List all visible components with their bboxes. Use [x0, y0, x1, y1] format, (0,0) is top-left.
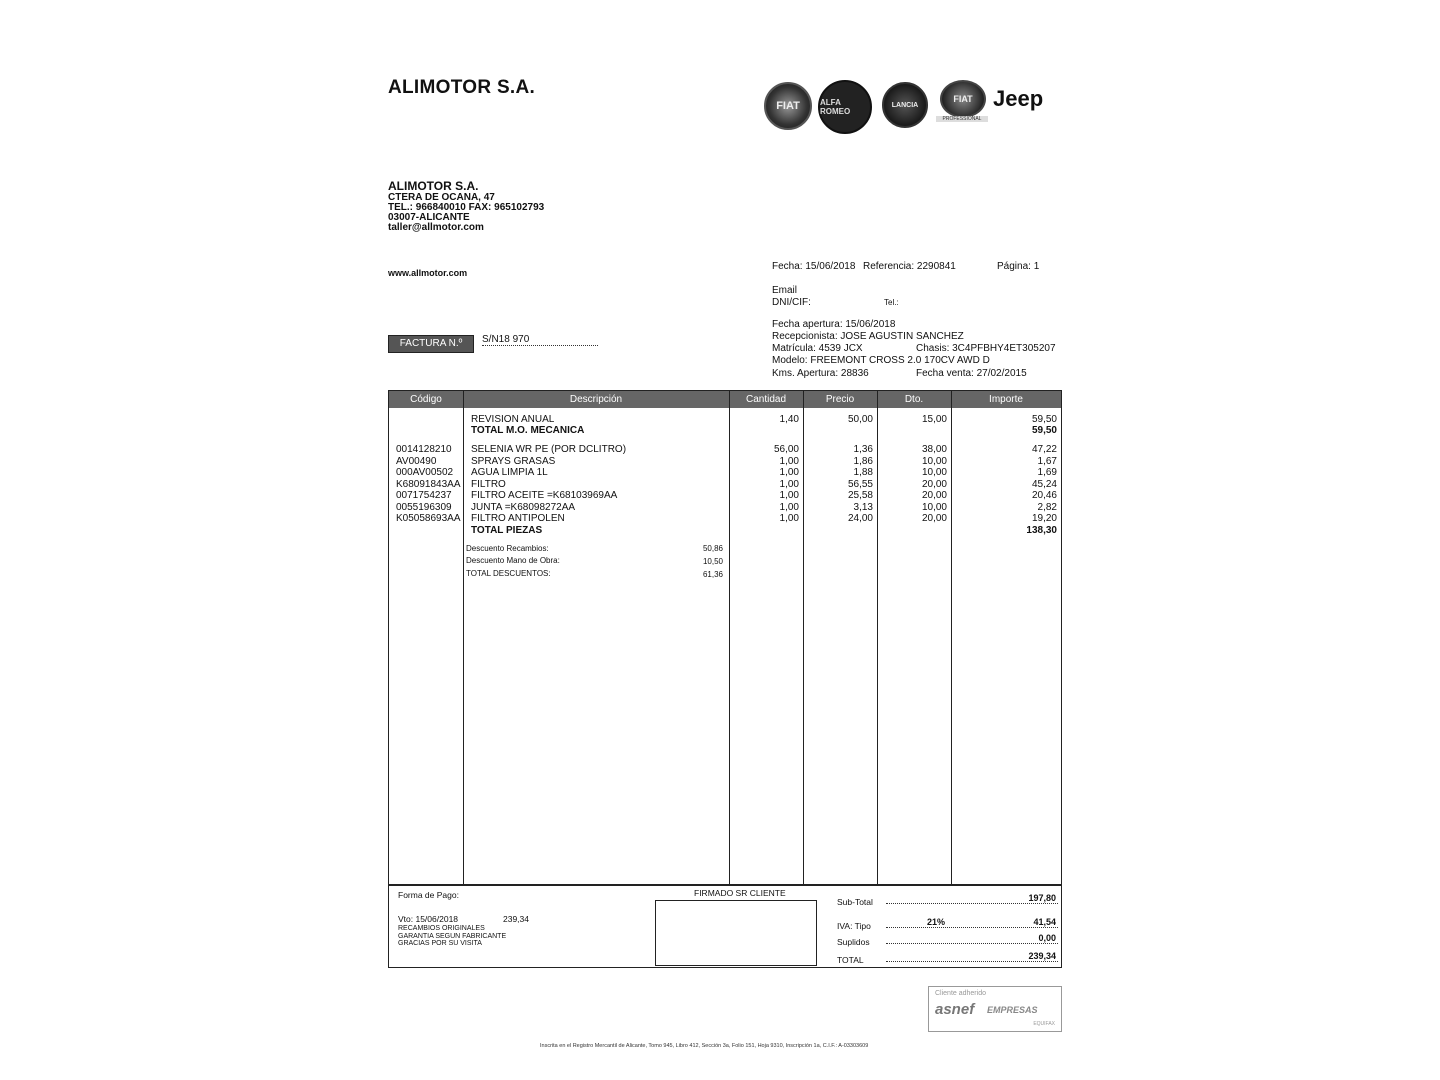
fiat-professional-logo-icon: FIAT: [940, 80, 986, 118]
fiat-professional-label: PROFESSIONAL: [936, 116, 988, 122]
header-importe: Importe: [989, 394, 1023, 405]
part-discount: 20,00: [921, 478, 947, 490]
company-website: www.allmotor.com: [388, 268, 468, 278]
part-discount: 10,00: [921, 501, 947, 513]
part-discount: 38,00: [921, 444, 947, 455]
header-dto: Dto.: [904, 394, 924, 405]
vto-date: Vto: 15/06/2018: [398, 914, 459, 924]
labor-precio: 50,00: [847, 414, 873, 425]
part-price: 24,00: [847, 513, 873, 524]
fecha-apertura: Fecha apertura: 15/06/2018: [772, 319, 896, 330]
part-discount: 10,00: [921, 467, 947, 478]
labor-total-value: 59,50: [1031, 425, 1057, 436]
part-code: K68091843AA: [396, 478, 461, 490]
part-description: AGUA LIMPIA 1L: [471, 467, 548, 478]
iva-rate: 21%: [927, 917, 946, 927]
part-discount: 10,00: [921, 455, 947, 467]
part-price: 56,55: [847, 478, 873, 490]
subtotal-label: Sub-Total: [837, 897, 873, 907]
invoice-footer: [388, 884, 1062, 968]
suplidos-line: [886, 943, 1058, 944]
subtotal-line: [886, 903, 1058, 904]
invoice-items-table: [388, 390, 1062, 886]
invoice-page: Página: 1: [997, 261, 1040, 272]
part-price: 1,86: [853, 455, 873, 467]
asnef-stamp: [928, 986, 1062, 1032]
iva-label: IVA: Tipo: [837, 921, 871, 931]
address-street: CTERA DE OCANA, 47: [388, 192, 495, 203]
part-price: 1,36: [853, 444, 873, 455]
labor-cantidad: 1,40: [779, 414, 799, 425]
discount-labor-value: 10,50: [702, 557, 723, 566]
part-price: 25,58: [847, 490, 873, 501]
part-discount: 20,00: [921, 513, 947, 524]
header-codigo: Código: [410, 394, 442, 405]
company-title: ALIMOTOR S.A.: [388, 77, 536, 98]
asnef-logo-icon: asnef: [935, 1001, 975, 1018]
part-description: FILTRO: [471, 478, 506, 490]
signature-box: [655, 900, 817, 966]
modelo: Modelo: FREEMONT CROSS 2.0 170CV AWD D: [772, 355, 990, 366]
part-price: 3,13: [853, 501, 873, 513]
suplidos-label: Suplidos: [837, 937, 870, 947]
address-email: taller@allmotor.com: [388, 222, 484, 233]
part-code: AV00490: [396, 455, 437, 467]
vto-amount: 239,34: [503, 914, 529, 924]
address-company-name: ALIMOTOR S.A.: [388, 179, 479, 193]
total-value: 239,34: [1028, 951, 1056, 961]
parts-total-label: TOTAL PIEZAS: [471, 524, 543, 536]
discount-parts-value: 50,86: [702, 544, 723, 553]
fecha-venta: Fecha venta: 27/02/2015: [916, 368, 1027, 379]
part-amount: 45,24: [1031, 478, 1057, 490]
alfa-romeo-logo-icon: ALFA ROMEO: [818, 80, 872, 134]
part-amount: 1,69: [1037, 467, 1057, 478]
part-quantity: 1,00: [779, 455, 799, 467]
discount-total-value: 61,36: [702, 570, 723, 579]
subtotal-value: 197,80: [1028, 893, 1056, 903]
email-label: Email: [772, 285, 798, 296]
dni-label: DNI/CIF:: [772, 297, 811, 308]
total-label: TOTAL: [837, 955, 864, 965]
total-line: [886, 961, 1058, 962]
part-quantity: 1,00: [779, 467, 799, 478]
note-line: RECAMBIOS ORIGINALES: [398, 925, 485, 932]
suplidos-value: 0,00: [1038, 933, 1056, 943]
part-price: 1,88: [853, 467, 873, 478]
note-line: GRACIAS POR SU VISITA: [398, 940, 482, 947]
part-quantity: 1,00: [779, 478, 799, 490]
note-line: GARANTIA SEGUN FABRICANTE: [398, 932, 507, 940]
part-quantity: 56,00: [773, 444, 799, 455]
part-code: 0014128210: [396, 444, 452, 455]
labor-dto: 15,00: [921, 414, 947, 425]
part-description: SPRAYS GRASAS: [471, 455, 556, 467]
recepcionista: Recepcionista: JOSE AGUSTIN SANCHEZ: [772, 331, 964, 342]
part-description: JUNTA =K68098272AA: [471, 501, 576, 513]
address-phone: TEL.: 966840010 FAX: 965102793: [388, 202, 545, 213]
part-description: FILTRO ACEITE =K68103969AA: [471, 490, 618, 501]
part-code: 000AV00502: [396, 467, 454, 478]
fiat-logo-icon: FIAT: [764, 82, 812, 130]
labor-importe: 59,50: [1031, 414, 1057, 425]
chasis: Chasis: 3C4PFBHY4ET305207: [916, 343, 1056, 354]
asnef-sub-text: EMPRESAS: [987, 1005, 1038, 1015]
part-amount: 19,20: [1031, 513, 1057, 524]
part-discount: 20,00: [921, 490, 947, 501]
part-quantity: 1,00: [779, 513, 799, 524]
table-header: [389, 391, 1061, 408]
discount-total-label: TOTAL DESCUENTOS:: [466, 569, 551, 578]
address-city: 03007-ALICANTE: [388, 212, 470, 223]
part-description: SELENIA WR PE (POR DCLITRO): [471, 444, 627, 455]
tel-label: Tel.:: [884, 298, 899, 307]
jeep-logo-icon: Jeep: [993, 86, 1044, 111]
part-amount: 20,46: [1031, 490, 1057, 501]
part-amount: 2,82: [1037, 501, 1057, 513]
signature-label: FIRMADO SR CLIENTE: [694, 888, 786, 898]
matricula: Matrícula: 4539 JCX: [772, 343, 863, 354]
iva-line: [886, 927, 1058, 928]
header-descripcion: Descripción: [569, 394, 623, 405]
factura-number: S/N18 970: [482, 334, 598, 346]
iva-amount: 41,54: [1033, 917, 1056, 927]
part-amount: 47,22: [1031, 444, 1057, 455]
part-code: 0071754237: [396, 490, 452, 501]
legal-registry-text: Inscrita en el Registro Mercantil de Alicante, Tomo 945, Libro 412, Sección 3a, Folio 151, Hoja 9310, Inscripción 1a, C.I.F.: A-03303609: [540, 1043, 869, 1049]
part-quantity: 1,00: [779, 501, 799, 513]
header-precio: Precio: [825, 394, 855, 405]
part-code: 0055196309: [396, 501, 452, 513]
kms-apertura: Kms. Apertura: 28836: [772, 368, 869, 379]
invoice-reference: Referencia: 2290841: [863, 261, 956, 272]
company-address: [388, 179, 544, 233]
labor-description: REVISION ANUAL: [471, 414, 555, 425]
part-code: K05058693AA: [396, 513, 461, 524]
column-divider: [463, 391, 464, 885]
part-description: FILTRO ANTIPOLEN: [471, 513, 565, 524]
header-cantidad: Cantidad: [745, 394, 787, 405]
parts-total-value: 138,30: [1026, 524, 1057, 536]
part-amount: 1,67: [1037, 455, 1057, 467]
discount-parts-label: Descuento Recambios:: [466, 544, 549, 553]
labor-total-label: TOTAL M.O. MECANICA: [471, 425, 585, 436]
footer-notes: [398, 925, 506, 948]
asnef-top-text: Cliente adherido: [935, 990, 986, 997]
brand-logos: [760, 78, 1060, 128]
factura-label: FACTURA N.º: [388, 335, 474, 353]
discount-labor-label: Descuento Mano de Obra:: [466, 556, 560, 565]
asnef-foot-text: EQUIFAX: [1033, 1021, 1055, 1027]
lancia-logo-icon: LANCIA: [882, 82, 928, 128]
forma-pago-label: Forma de Pago:: [398, 890, 459, 900]
invoice-date: Fecha: 15/06/2018: [772, 261, 856, 272]
part-quantity: 1,00: [779, 490, 799, 501]
